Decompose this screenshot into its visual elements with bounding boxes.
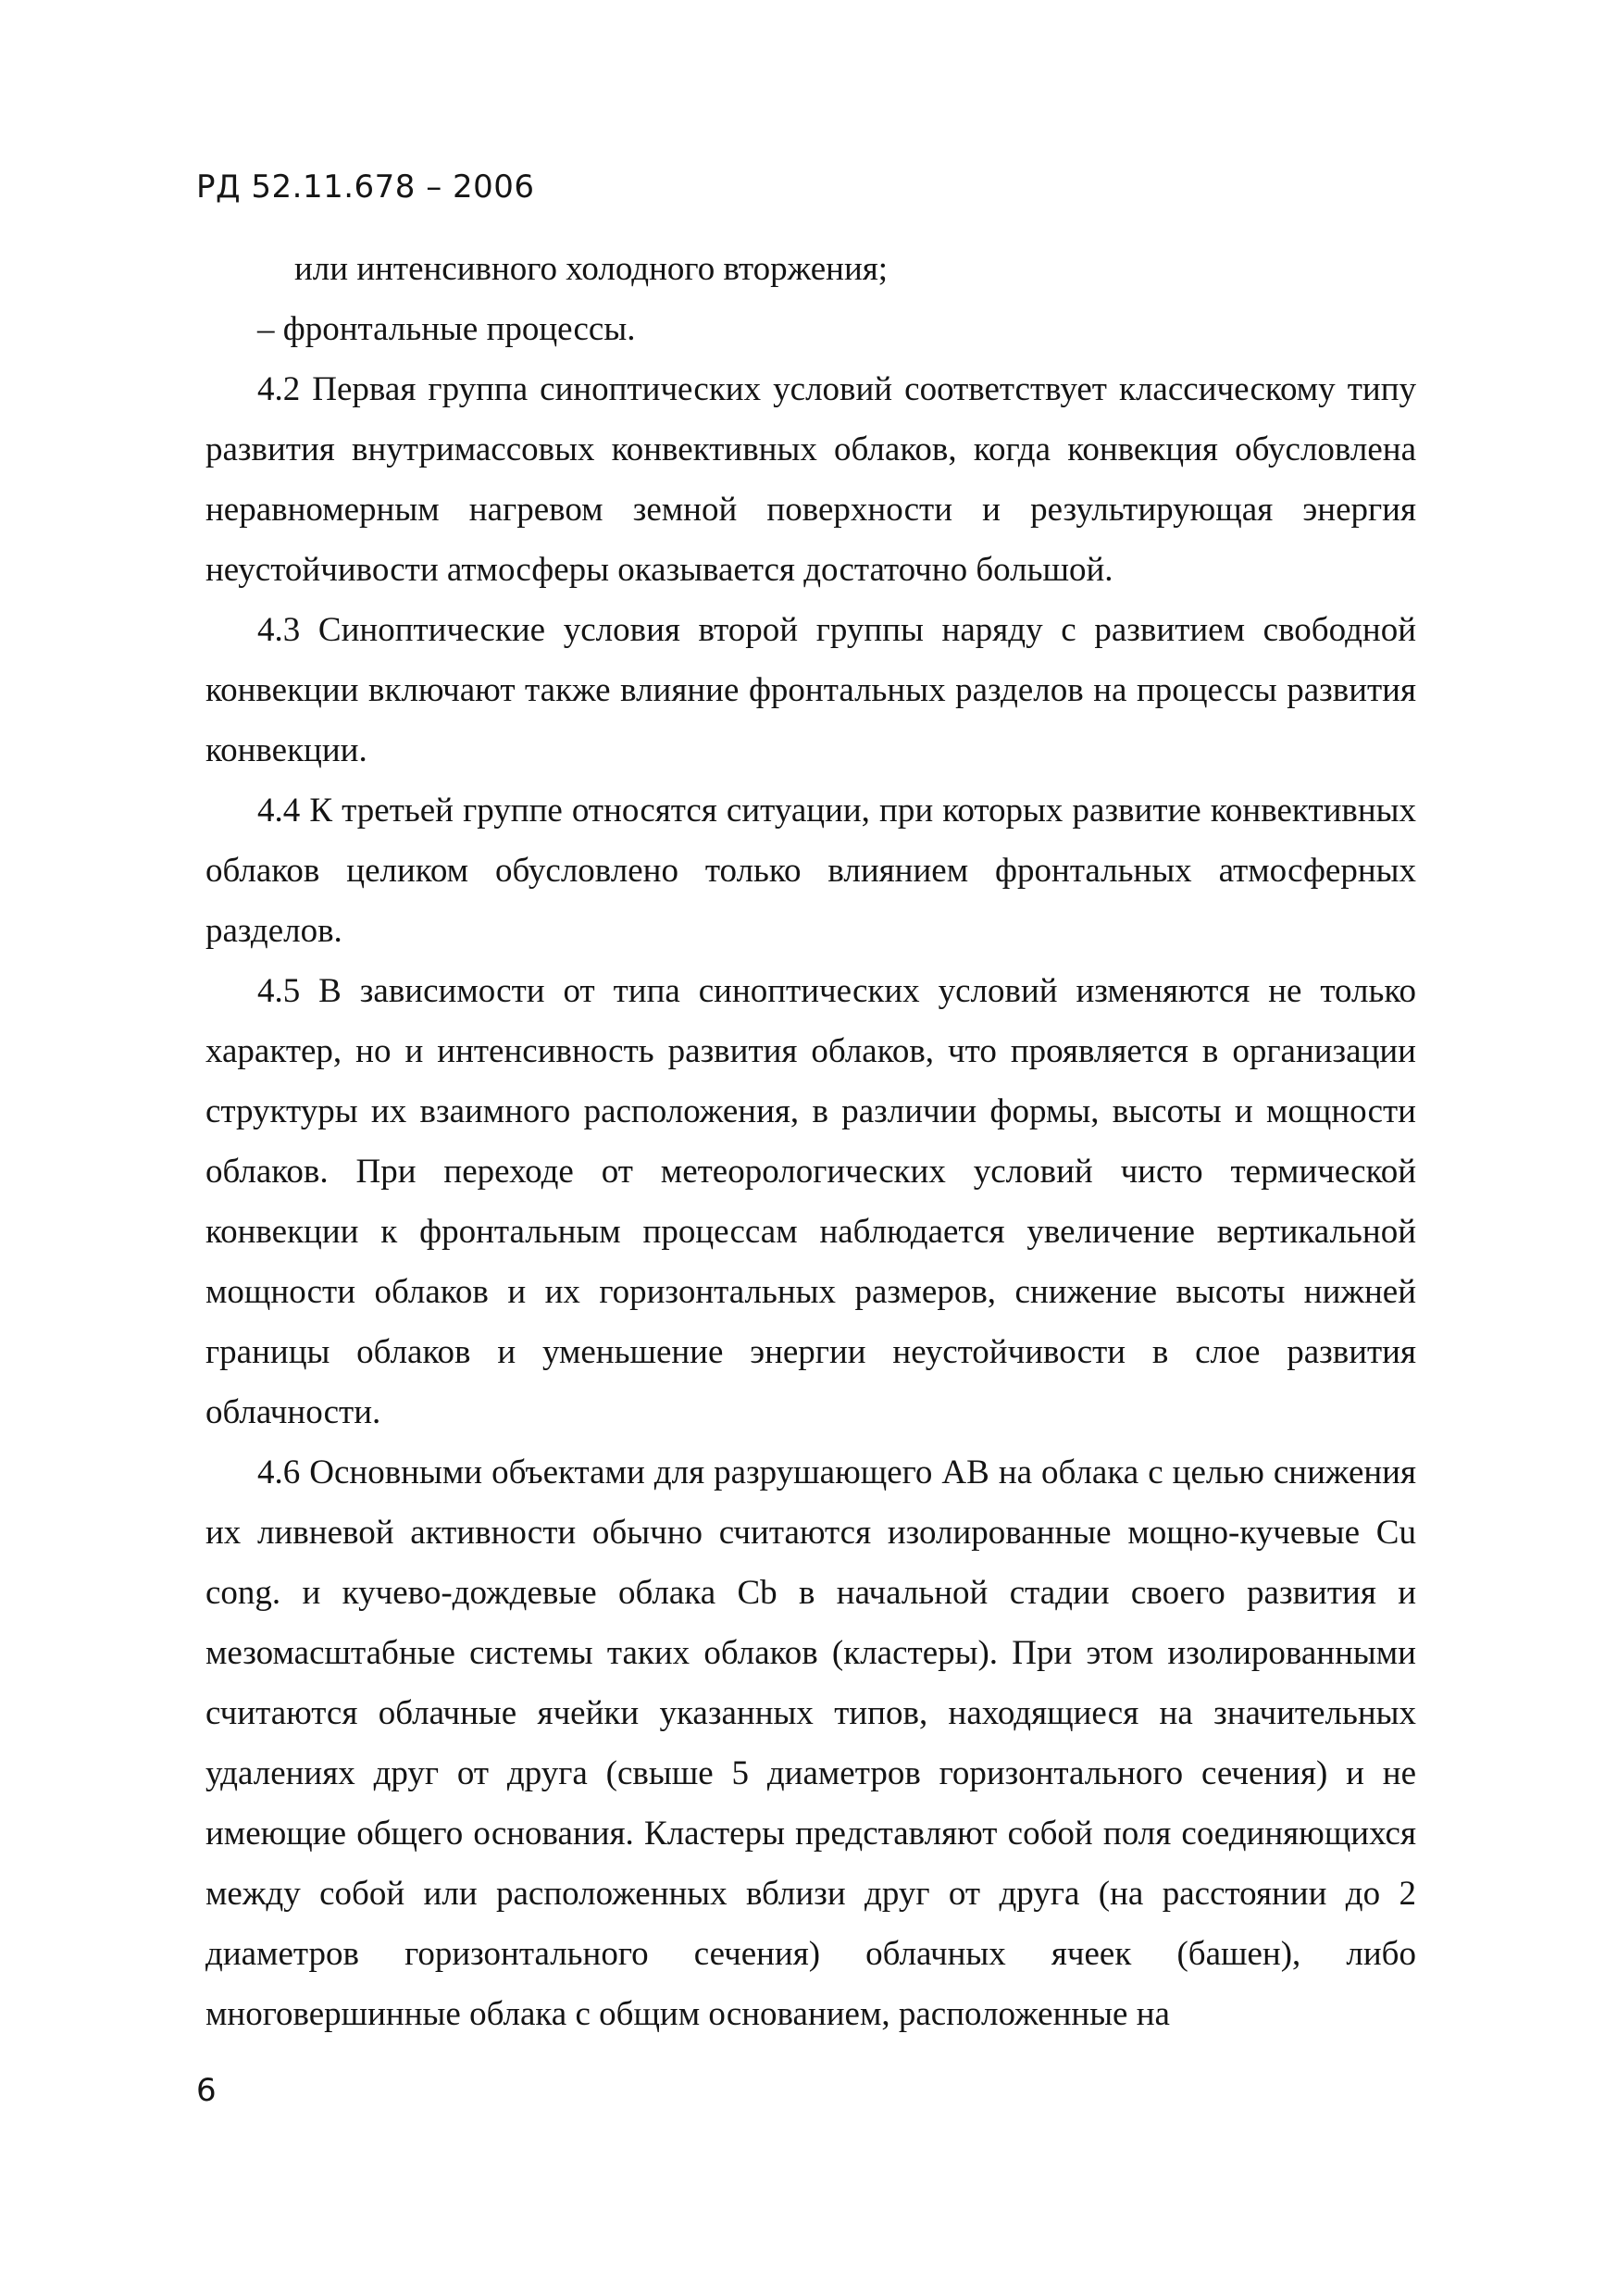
paragraph-4-3: 4.3 Синоптические условия второй группы наряду с развитием свободной конвекции включают также влияние фронтальных разделов на процессы развития конвекции.	[205, 611, 1416, 769]
page-number: 6	[196, 2072, 217, 2109]
paragraph-4-5: 4.5 В зависимости от типа синоптических условий изменяются не только характер, но и интенсивность развития облаков, что проявляется в организации структуры их взаимного расположения, в различии формы, высоты и мощности облаков. При переходе от метеорологических условий чисто термической конвекции к фронтальным процессам наблюдается увеличение вертикальной мощности облаков и их горизонтальных размеров, снижение высоты нижней границы облаков и уменьшение энергии неустойчивости в слое развития облачности.	[205, 972, 1416, 1431]
document-body	[205, 239, 1416, 2044]
paragraph-4-4: 4.4 К третьей группе относятся ситуации, при которых развитие конвективных облаков целиком обусловлено только влиянием фронтальных атмосферных разделов.	[205, 792, 1416, 950]
paragraph-4-6: 4.6 Основными объектами для разрушающего АВ на облака с целью снижения их ливневой активности обычно считаются изолированные мощно-кучевые Cu cong. и кучево-дождевые облака Cb в начальной стадии своего развития и мезомасштабные системы таких облаков (кластеры). При этом изолированными считаются облачные ячейки указанных типов, находящиеся на значительных удалениях друг от друга (свыше 5 диаметров горизонтального сечения) и не имеющие общего основания. Кластеры представляют собой поля соединяющихся между собой или расположенных вблизи друг от друга (на расстоянии до 2 диаметров горизонтального сечения) облачных ячеек (башен), либо многовершинные облака с общим основанием, расположенные на	[205, 1454, 1416, 2033]
paragraph-4-2: 4.2 Первая группа синоптических условий соответствует классическому типу развития внутримассовых конвективных облаков, когда конвекция обусловлена неравномерным нагревом земной поверхности и результирующая энергия неустойчивости атмосферы оказывается достаточно большой.	[205, 370, 1416, 589]
list-item-frontal-processes: – фронтальные процессы.	[257, 310, 636, 348]
document-code-header: РД 52.11.678 – 2006	[196, 168, 535, 206]
paragraph-continuation: или интенсивного холодного вторжения;	[294, 250, 889, 288]
